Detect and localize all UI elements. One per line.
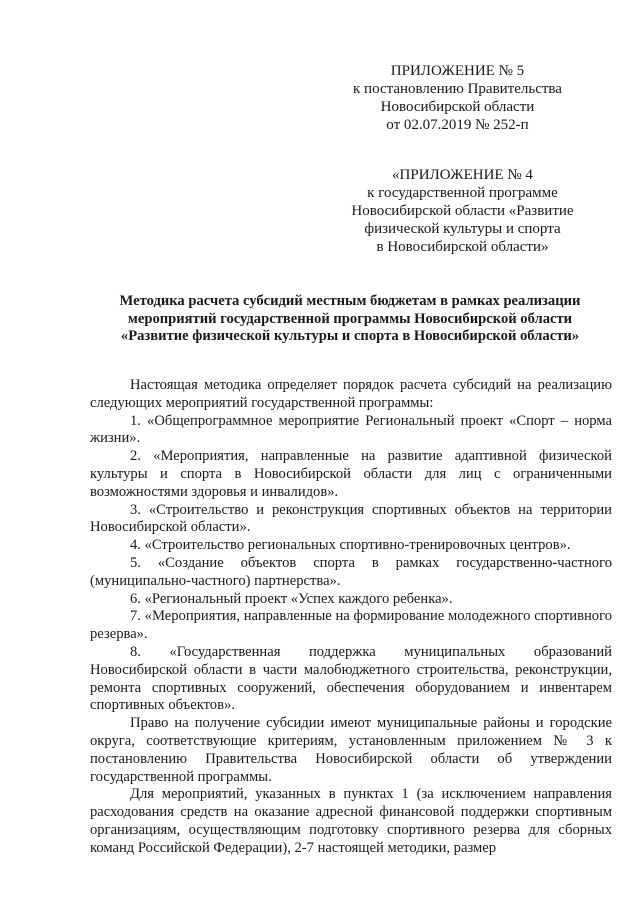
paragraph-subsidy-size: Для мероприятий, указанных в пунктах 1 (за исключением направления расходования средств на оказание адресной финансовой поддержки спортивным организациям, осуществляющим подготовку спортивного резерва для сборных команд Российской Федерации), 2-7 настоящей методики, размер: [90, 786, 612, 856]
list-item-1: 1. «Общепрограммное мероприятие Региональный проект «Спорт – норма жизни».: [90, 412, 612, 447]
list-item-7: 7. «Мероприятия, направленные на формирование молодежного спортивного резерва».: [90, 608, 612, 643]
appendix-4-line: к государственной программе: [367, 185, 558, 201]
title-line: Методика расчета субсидий местным бюджетам в рамках реализации: [119, 293, 581, 309]
appendix-4-line: «ПРИЛОЖЕНИЕ № 4: [392, 167, 533, 183]
title-line: мероприятий государственной программы Новосибирской области: [127, 310, 573, 327]
paragraph-eligibility: Право на получение субсидии имеют муниципальные районы и городские округа, соответствующие критериям, установленным приложением № 3 к постановлению Правительства Новосибирской области об утверждении государственной программы.: [90, 715, 612, 785]
list-item-4: 4. «Строительство региональных спортивно-тренировочных центров».: [130, 537, 571, 554]
appendix-5-line: Новосибирской области: [380, 99, 535, 115]
appendix-5-line: ПРИЛОЖЕНИЕ № 5: [390, 63, 525, 79]
appendix-5-line: от 02.07.2019 № 252-п: [386, 117, 529, 133]
appendix-4-header: [335, 166, 590, 256]
list-item-3: 3. «Строительство и реконструкция спортивных объектов на территории Новосибирской области».: [90, 501, 612, 536]
list-item-6: 6. «Региональный проект «Успех каждого ребенка».: [130, 590, 453, 607]
list-item-5: 5. «Создание объектов спорта в рамках государственно-частного (муниципально-частного) партнерства».: [90, 554, 612, 589]
paragraph-intro: Настоящая методика определяет порядок расчета субсидий на реализацию следующих мероприятий государственной программы:: [90, 377, 612, 411]
list-item-8: 8. «Государственная поддержка муниципальных образований Новосибирской области в части малобюджетного строительства, реконструкции, ремонта спортивных сооружений, обеспечения оборудованием и инвентарем спортивных объектов».: [90, 643, 612, 714]
list-item-2: 2. «Мероприятия, направленные на развитие адаптивной физической культуры и спорта в Новосибирской области для лиц с ограниченными возможностями здоровья и инвалидов».: [90, 448, 612, 500]
appendix-4-line: физической культуры и спорта: [364, 221, 561, 237]
appendix-4-line: в Новосибирской области»: [376, 239, 549, 255]
appendix-5-line: к постановлению Правительства: [353, 81, 562, 97]
document-title: [90, 293, 610, 346]
document-body: [90, 377, 612, 858]
title-line: «Развитие физической культуры и спорта в Новосибирской области»: [120, 328, 580, 344]
appendix-5-header: [330, 62, 585, 134]
appendix-4-line: Новосибирской области «Развитие: [351, 203, 574, 219]
